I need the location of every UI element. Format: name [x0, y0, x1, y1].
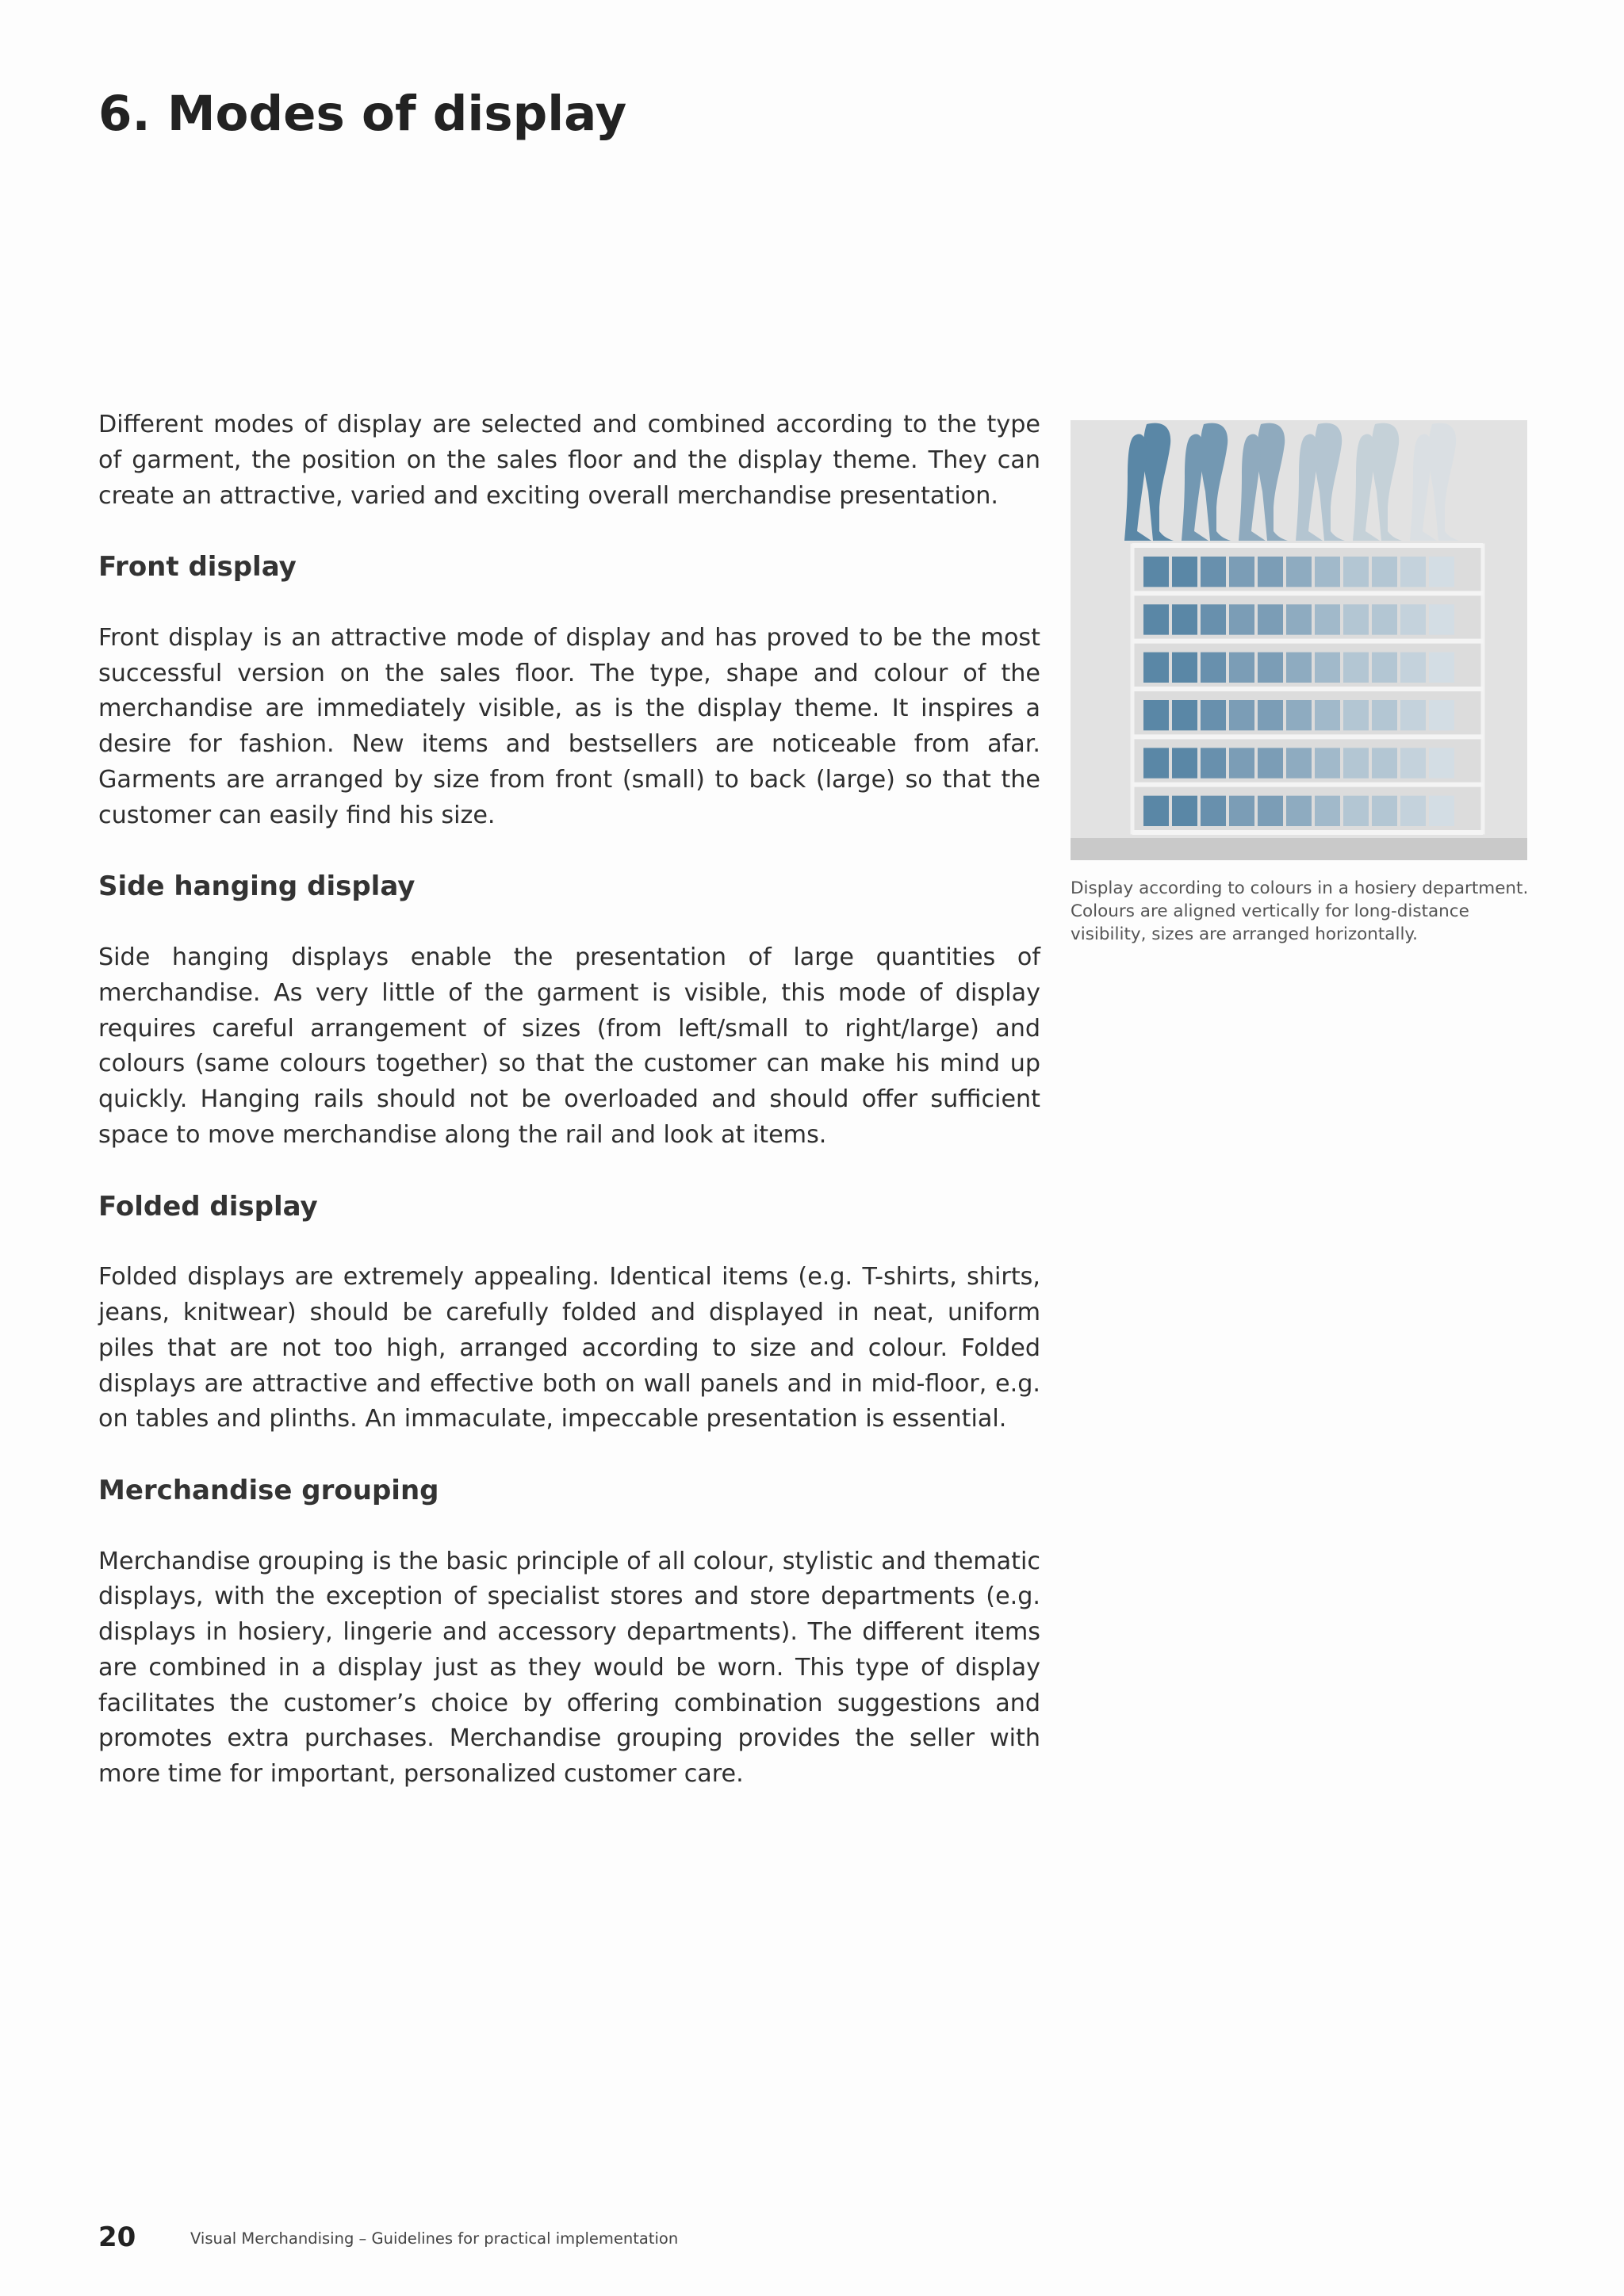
hosiery-package — [1343, 604, 1369, 634]
hosiery-package — [1201, 796, 1226, 826]
hosiery-package — [1315, 604, 1340, 634]
hosiery-package — [1400, 748, 1426, 778]
hosiery-package — [1172, 557, 1197, 587]
hosiery-package — [1400, 604, 1426, 634]
hosiery-package — [1372, 604, 1397, 634]
hosiery-package — [1372, 796, 1397, 826]
hosiery-package — [1286, 557, 1312, 587]
hosiery-package — [1201, 652, 1226, 683]
hosiery-package — [1258, 652, 1283, 683]
hosiery-package — [1172, 604, 1197, 634]
hosiery-package — [1286, 652, 1312, 683]
hosiery-package — [1286, 748, 1312, 778]
section-body-merchandise-grouping: Merchandise grouping is the basic principle of all colour, stylistic and thematic displays, with the exception of specialist stores and store departments (e.g. displays in hosiery, lingerie and accessory departments). The different items are combined in a display just as they would be worn. This type of display facilitates the customer’s choice by offering combination suggestions and promotes extra purchases. Merchandise grouping provides the seller with more time for important, personalized customer care. — [98, 1547, 1040, 1789]
hosiery-package — [1286, 796, 1312, 826]
hosiery-package — [1229, 796, 1254, 826]
intro-paragraph: Different modes of display are selected and combined according to the type of garment, the position on the sales floor and the display theme. They can create an attractive, varied and exciting overall merchandise presentation. — [98, 411, 1040, 510]
hosiery-package — [1315, 748, 1340, 778]
hosiery-package — [1143, 796, 1169, 826]
hosiery-package — [1172, 652, 1197, 683]
hosiery-package — [1343, 748, 1369, 778]
hosiery-package — [1258, 557, 1283, 587]
hosiery-package — [1400, 557, 1426, 587]
hosiery-package — [1429, 700, 1454, 730]
section-heading-front-display: Front display — [98, 551, 297, 584]
hosiery-package — [1372, 748, 1397, 778]
hosiery-display-illustration — [1071, 420, 1527, 860]
section-heading-side-hanging-display: Side hanging display — [98, 871, 416, 903]
hosiery-package — [1229, 748, 1254, 778]
hosiery-package — [1343, 700, 1369, 730]
hosiery-package — [1315, 557, 1340, 587]
hosiery-package — [1229, 604, 1254, 634]
hosiery-package — [1201, 748, 1226, 778]
hosiery-shelf-drawing — [1071, 420, 1527, 860]
hosiery-package — [1201, 557, 1226, 587]
hosiery-package — [1143, 652, 1169, 683]
hosiery-package — [1286, 604, 1312, 634]
hosiery-package — [1429, 748, 1454, 778]
page-number: 20 — [98, 2221, 136, 2253]
hosiery-package — [1429, 652, 1454, 683]
hosiery-package — [1343, 557, 1369, 587]
hosiery-package — [1372, 652, 1397, 683]
hosiery-package — [1315, 796, 1340, 826]
hosiery-package — [1172, 748, 1197, 778]
hosiery-package — [1429, 796, 1454, 826]
hosiery-package — [1229, 652, 1254, 683]
hosiery-package — [1429, 604, 1454, 634]
hosiery-package — [1343, 796, 1369, 826]
hosiery-package — [1343, 652, 1369, 683]
hosiery-package — [1372, 700, 1397, 730]
hosiery-package — [1143, 700, 1169, 730]
hosiery-package — [1372, 557, 1397, 587]
hosiery-package — [1286, 700, 1312, 730]
hosiery-package — [1229, 557, 1254, 587]
hosiery-package — [1143, 557, 1169, 587]
section-heading-merchandise-grouping: Merchandise grouping — [98, 1474, 439, 1506]
hosiery-package — [1258, 748, 1283, 778]
hosiery-package — [1172, 796, 1197, 826]
figure-caption: Display according to colours in a hosiery department. Colours are aligned vertically for long-distance visibility, sizes are arranged horizontally. — [1071, 878, 1529, 944]
hosiery-package — [1201, 604, 1226, 634]
hosiery-package — [1172, 700, 1197, 730]
hosiery-package — [1429, 557, 1454, 587]
hosiery-package — [1143, 748, 1169, 778]
hosiery-package — [1315, 652, 1340, 683]
hosiery-package — [1143, 604, 1169, 634]
section-body-front-display: Front display is an attractive mode of display and has proved to be the most successful version on the sales floor. The type, shape and colour of the merchandise are immediately visible, as is the display theme. It inspires a desire for fashion. New items and bestsellers are noticeable from afar. Garments are arranged by size from front (small) to back (large) so that the customer can easily find his size. — [98, 623, 1040, 829]
hosiery-package — [1258, 700, 1283, 730]
page-title: 6. Modes of display — [98, 86, 627, 142]
main-text-column — [98, 408, 1040, 1793]
hosiery-package — [1258, 604, 1283, 634]
section-body-side-hanging-display: Side hanging displays enable the presentation of large quantities of merchandise. As very little of the garment is visible, this mode of display requires careful arrangement of sizes (from left/small to right/large) and colours (same colours together) so that the customer can make his mind up quickly. Hanging rails should not be overloaded and should offer sufficient space to move merchandise along the rail and look at items. — [98, 943, 1040, 1149]
section-body-folded-display: Folded displays are extremely appealing. Identical items (e.g. T-shirts, shirts, jeans, knitwear) should be carefully folded and displayed in neat, uniform piles that are not too high, arranged according to size and colour. Folded displays are attractive and effective both on wall panels and in mid-floor, e.g. on tables and plinths. An immaculate, impeccable presentation is essential. — [98, 1263, 1040, 1433]
hosiery-package — [1315, 700, 1340, 730]
hosiery-package — [1400, 700, 1426, 730]
hosiery-package — [1400, 796, 1426, 826]
section-heading-folded-display: Folded display — [98, 1190, 318, 1223]
hosiery-package — [1201, 700, 1226, 730]
hosiery-package — [1229, 700, 1254, 730]
hosiery-package — [1400, 652, 1426, 683]
footer-text: Visual Merchandising – Guidelines for practical implementation — [190, 2229, 679, 2248]
hosiery-package — [1258, 796, 1283, 826]
